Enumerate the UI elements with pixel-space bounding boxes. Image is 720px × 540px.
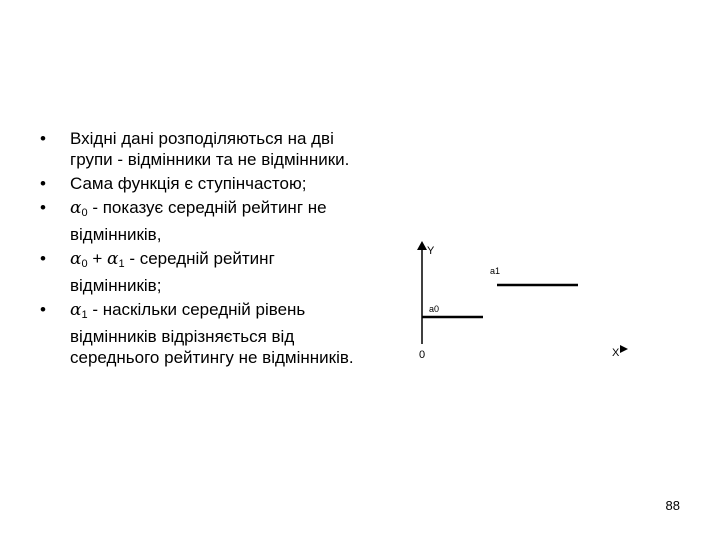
bullet-dot: • (40, 300, 46, 319)
plus-sign: + (87, 249, 107, 268)
y-axis-arrow (417, 241, 427, 250)
alpha-subscript: 0 (81, 258, 88, 270)
bullet-dot: • (40, 249, 46, 268)
bullet-item-5 (40, 299, 370, 368)
bullet-item-4 (40, 248, 370, 296)
alpha-symbol: α (70, 198, 82, 218)
alpha-symbol-2: α (106, 249, 119, 269)
bullet-text-4: - середній рейтинг відмінників; (70, 249, 275, 295)
bullet-dot: • (40, 174, 46, 193)
alpha-subscript-2: 1 (118, 258, 125, 270)
bullet-item-3 (40, 197, 370, 245)
bullet-text-5: - наскільки середній рівень відмінників відрізняється від середнього рейтингу не відмінників. (70, 300, 354, 367)
y-axis-label: Y (427, 245, 435, 257)
bullet-item-2 (40, 173, 370, 194)
bullet-list (40, 128, 370, 371)
a0-label: a0 (429, 304, 440, 314)
bullet-dot: • (40, 129, 46, 148)
bullet-text-3: - показує середній рейтинг не відмінників, (70, 198, 327, 244)
bullet-item-1 (40, 128, 370, 170)
step-function-graph (405, 236, 640, 366)
x-axis-label: X (612, 347, 620, 359)
page-number: 88 (665, 498, 680, 513)
alpha-symbol: α (70, 249, 82, 269)
x-axis-arrow (620, 345, 628, 353)
alpha-subscript: 1 (81, 309, 88, 321)
bullet-dot: • (40, 198, 46, 217)
origin-label: 0 (419, 349, 426, 361)
bullet-text-2: Сама функція є ступінчастою; (70, 174, 307, 193)
alpha-symbol: α (70, 300, 82, 320)
alpha-subscript: 0 (81, 207, 88, 219)
a1-label: a1 (490, 266, 501, 276)
bullet-text-1: Вхідні дані розподіляються на дві групи - відмінники та не відмінники. (70, 129, 350, 169)
